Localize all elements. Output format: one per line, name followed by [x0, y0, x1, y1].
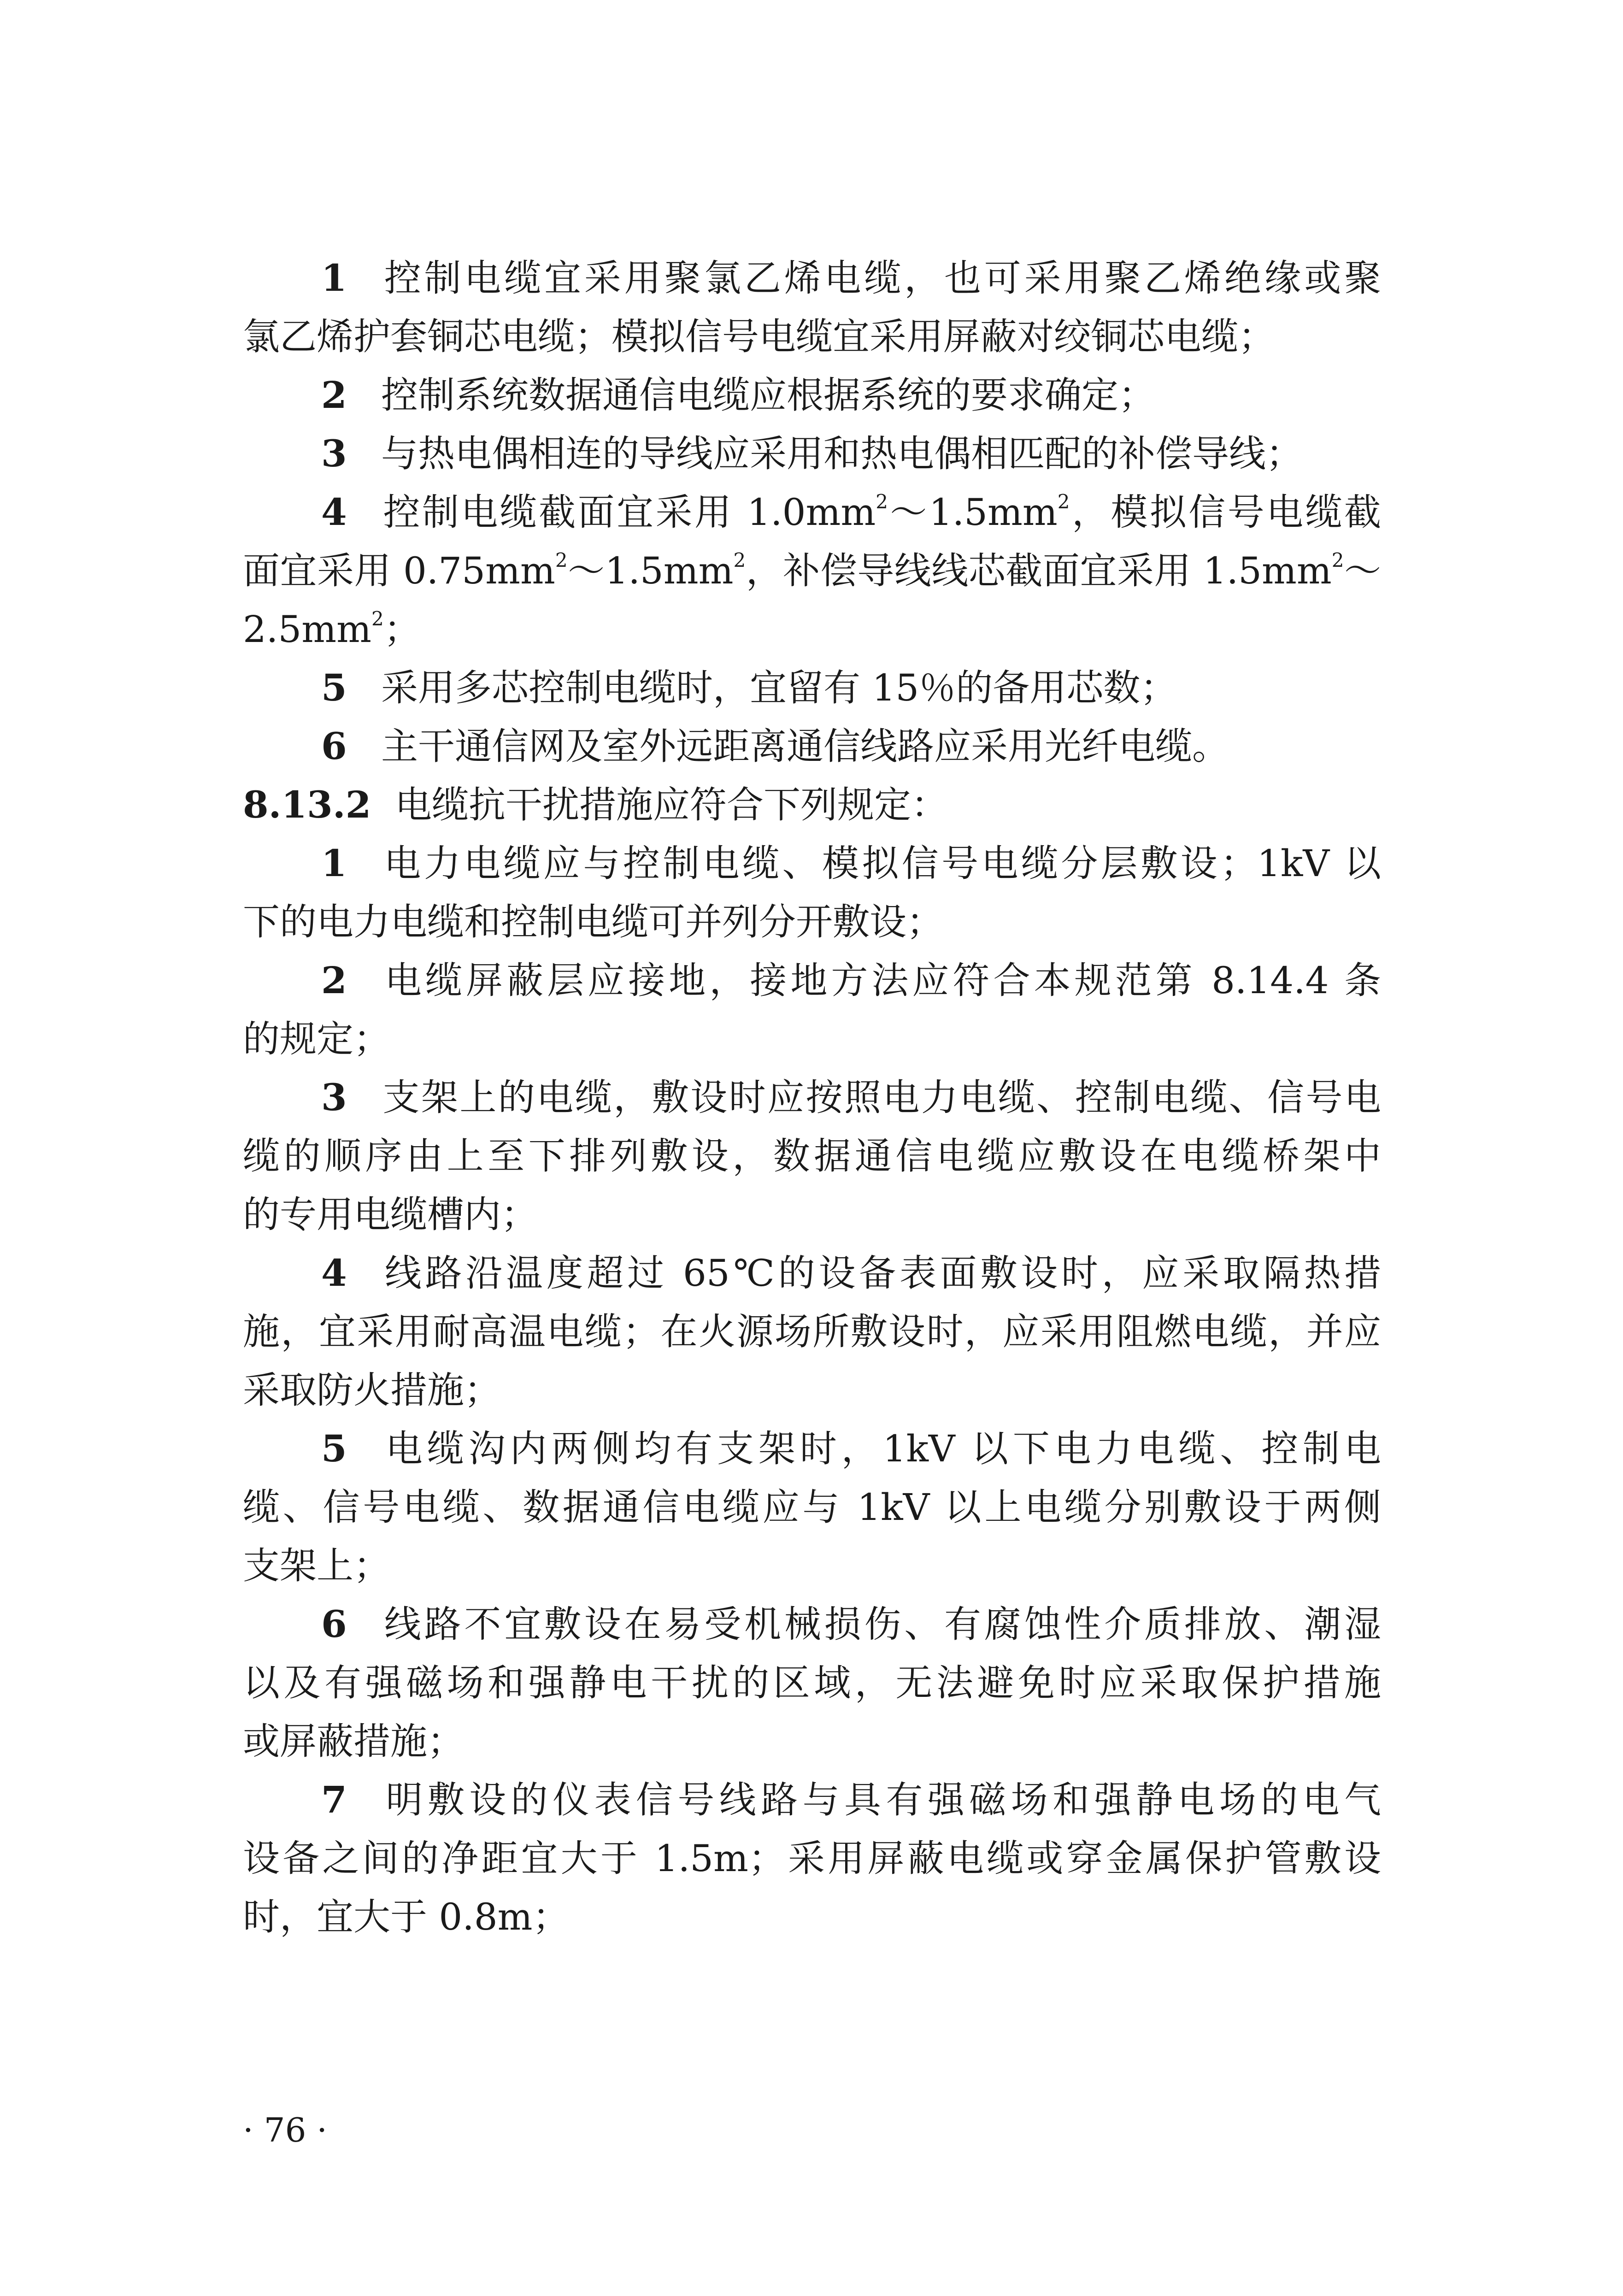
clause-heading — [243, 776, 1381, 834]
paragraph-line — [243, 717, 1381, 776]
item-number: 7 — [321, 1778, 347, 1821]
item-text: 缆、信号电缆、数据通信电缆应与 1kV 以上电缆分别敷设于两侧 — [243, 1486, 1381, 1529]
item-text: 支架上； — [243, 1544, 390, 1587]
paragraph-line — [243, 1302, 1381, 1361]
item-text: 采用多芯控制电缆时，宜留有 15％的备用芯数； — [381, 666, 1177, 709]
paragraph-line — [243, 1185, 1381, 1244]
item-text: 下的电力电缆和控制电缆可并列分开敷设； — [243, 901, 943, 943]
item-number: 2 — [321, 373, 347, 417]
paragraph-line — [243, 1537, 1381, 1595]
superscript: 2 — [876, 490, 888, 513]
item-text: 时，宜大于 0.8m； — [243, 1896, 570, 1938]
paragraph-line — [243, 893, 1381, 951]
paragraph-line — [243, 307, 1381, 366]
clause-number: 8.13.2 — [243, 783, 371, 826]
paragraph-line — [243, 1244, 1381, 1302]
item-text: 主干通信网及室外远距离通信线路应采用光纤电缆。 — [381, 725, 1229, 768]
item-text: 电力电缆应与控制电缆、模拟信号电缆分层敷设；1kV 以 — [381, 842, 1381, 885]
item-text: 氯乙烯护套铜芯电缆；模拟信号电缆宜采用屏蔽对绞铜芯电缆； — [243, 315, 1275, 358]
item-text: 控制电缆宜采用聚氯乙烯电缆，也可采用聚乙烯绝缘或聚 — [381, 257, 1381, 300]
superscript: 2 — [733, 549, 746, 571]
item-number: 6 — [321, 1602, 347, 1646]
paragraph-line — [243, 834, 1381, 893]
item-text: 以及有强磁场和强静电干扰的区域，无法避免时应采取保护措施 — [243, 1661, 1381, 1704]
paragraph-line — [243, 1888, 1381, 1946]
item-number: 1 — [321, 842, 347, 885]
paragraph-line — [243, 1478, 1381, 1537]
item-text: 面宜采用 0.75mm — [243, 549, 555, 592]
item-text: 控制系统数据通信电缆应根据系统的要求确定； — [381, 374, 1155, 417]
item-text: ，补偿导线线芯截面宜采用 1.5mm — [746, 549, 1332, 592]
item-text: 与热电偶相连的导线应采用和热电偶相匹配的补偿导线； — [381, 432, 1303, 475]
item-number: 3 — [321, 432, 347, 475]
item-number: 4 — [321, 490, 347, 534]
paragraph-line — [243, 542, 1381, 600]
document-body — [243, 249, 1381, 1946]
paragraph-line — [243, 1595, 1381, 1654]
superscript: 2 — [371, 607, 384, 630]
paragraph-line — [243, 424, 1381, 483]
page-number: · 76 · — [243, 2111, 328, 2149]
superscript: 2 — [1057, 490, 1070, 513]
item-text: 2.5mm — [243, 608, 371, 651]
paragraph-line — [243, 600, 1381, 659]
item-text: ～ — [1344, 549, 1381, 592]
item-number: 1 — [321, 256, 347, 300]
item-text: 设备之间的净距宜大于 1.5m；采用屏蔽电缆或穿金属保护管敷设 — [243, 1837, 1381, 1880]
item-text: 支架上的电缆，敷设时应按照电力电缆、控制电缆、信号电 — [381, 1076, 1381, 1119]
item-text: 采取防火措施； — [243, 1369, 501, 1412]
superscript: 2 — [1331, 549, 1344, 571]
clause-title: 电缆抗干扰措施应符合下列规定： — [395, 783, 948, 826]
paragraph-line — [243, 1771, 1381, 1829]
item-text: 明敷设的仪表信号线路与具有强磁场和强静电场的电气 — [381, 1778, 1381, 1821]
paragraph-line — [243, 1361, 1381, 1419]
paragraph-line — [243, 1419, 1381, 1478]
item-number: 6 — [321, 724, 347, 768]
paragraph-line — [243, 659, 1381, 717]
item-text: 电缆屏蔽层应接地，接地方法应符合本规范第 8.14.4 条 — [381, 959, 1381, 1002]
paragraph-line — [243, 1068, 1381, 1127]
item-text: 控制电缆截面宜采用 1.0mm — [381, 491, 876, 534]
item-text: ，模拟信号电缆截 — [1070, 491, 1381, 534]
item-text: 线路沿温度超过 65℃的设备表面敷设时，应采取隔热措 — [381, 1252, 1381, 1295]
item-number: 4 — [321, 1251, 347, 1295]
item-text: 或屏蔽措施； — [243, 1720, 464, 1763]
item-text: 施，宜采用耐高温电缆；在火源场所敷设时，应采用阻燃电缆，并应 — [243, 1310, 1381, 1353]
item-text: 缆的顺序由上至下排列敷设，数据通信电缆应敷设在电缆桥架中 — [243, 1135, 1381, 1177]
item-text: 的专用电缆槽内； — [243, 1193, 538, 1236]
paragraph-line — [243, 1010, 1381, 1068]
paragraph-line — [243, 249, 1381, 307]
paragraph-line — [243, 366, 1381, 424]
paragraph-line — [243, 1712, 1381, 1771]
paragraph-line — [243, 1829, 1381, 1888]
superscript: 2 — [555, 549, 568, 571]
paragraph-line — [243, 1654, 1381, 1712]
item-number: 5 — [321, 1427, 347, 1470]
item-number: 5 — [321, 666, 347, 709]
item-number: 2 — [321, 959, 347, 1002]
paragraph-line — [243, 483, 1381, 542]
item-text: ～1.5mm — [888, 491, 1058, 534]
item-text: 的规定； — [243, 1018, 390, 1060]
item-text: ～1.5mm — [567, 549, 734, 592]
item-text: 线路不宜敷设在易受机械损伤、有腐蚀性介质排放、潮湿 — [381, 1603, 1381, 1646]
paragraph-line — [243, 1127, 1381, 1185]
paragraph-line — [243, 951, 1381, 1010]
item-text: ； — [383, 608, 421, 651]
item-text: 电缆沟内两侧均有支架时，1kV 以下电力电缆、控制电 — [381, 1427, 1381, 1470]
item-number: 3 — [321, 1076, 347, 1119]
